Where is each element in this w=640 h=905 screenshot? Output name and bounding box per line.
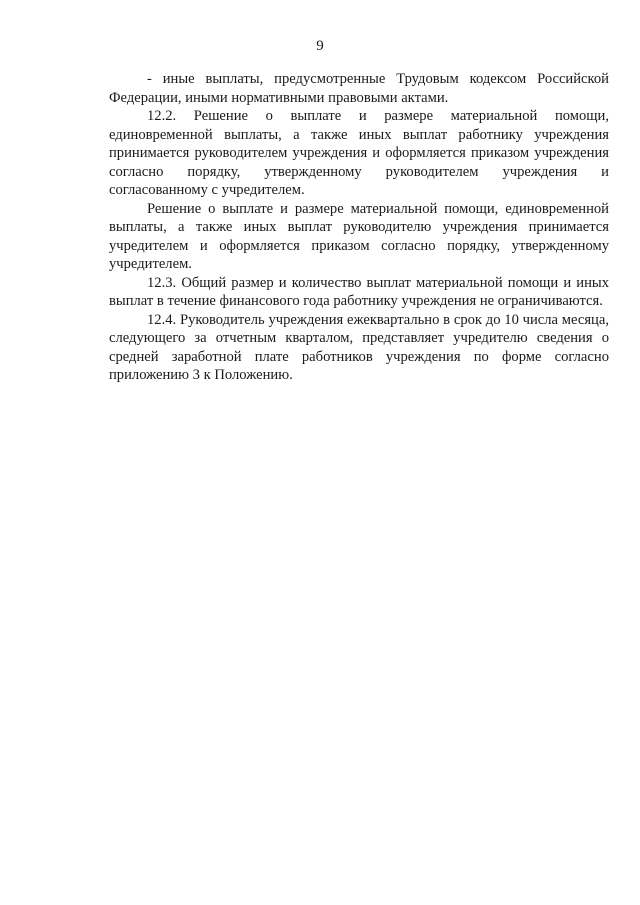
- document-body: [109, 70, 609, 385]
- paragraph-other-payments: - иные выплаты, предусмотренные Трудовым кодексом Российской Федерации, иными нормативными правовыми актами.: [109, 71, 609, 106]
- paragraph-head-payments: Решение о выплате и размере материальной помощи, единовременной выплаты, а также иных выплат руководителю учреждения принимается учредителем и оформляется приказом согласно порядку, утвержденному учредителем.: [109, 200, 609, 272]
- paragraph-12-3: 12.3. Общий размер и количество выплат материальной помощи и иных выплат в течение финансового года работнику учреждения не ограничиваются.: [109, 274, 609, 309]
- paragraph-12-2: 12.2. Решение о выплате и размере материальной помощи, единовременной выплаты, а также иных выплат работнику учреждения принимается руководителем учреждения и оформляется приказом учреждения согласно порядку, утвержденному руководителем учреждения и согласованному с учредителем.: [109, 108, 609, 198]
- page-number: 9: [316, 38, 324, 54]
- paragraph-12-4: 12.4. Руководитель учреждения ежеквартально в срок до 10 числа месяца, следующего за отчетным кварталом, представляет учредителю сведения о средней заработной плате работников учреждения по форме согласно приложению 3 к Положению.: [109, 311, 609, 383]
